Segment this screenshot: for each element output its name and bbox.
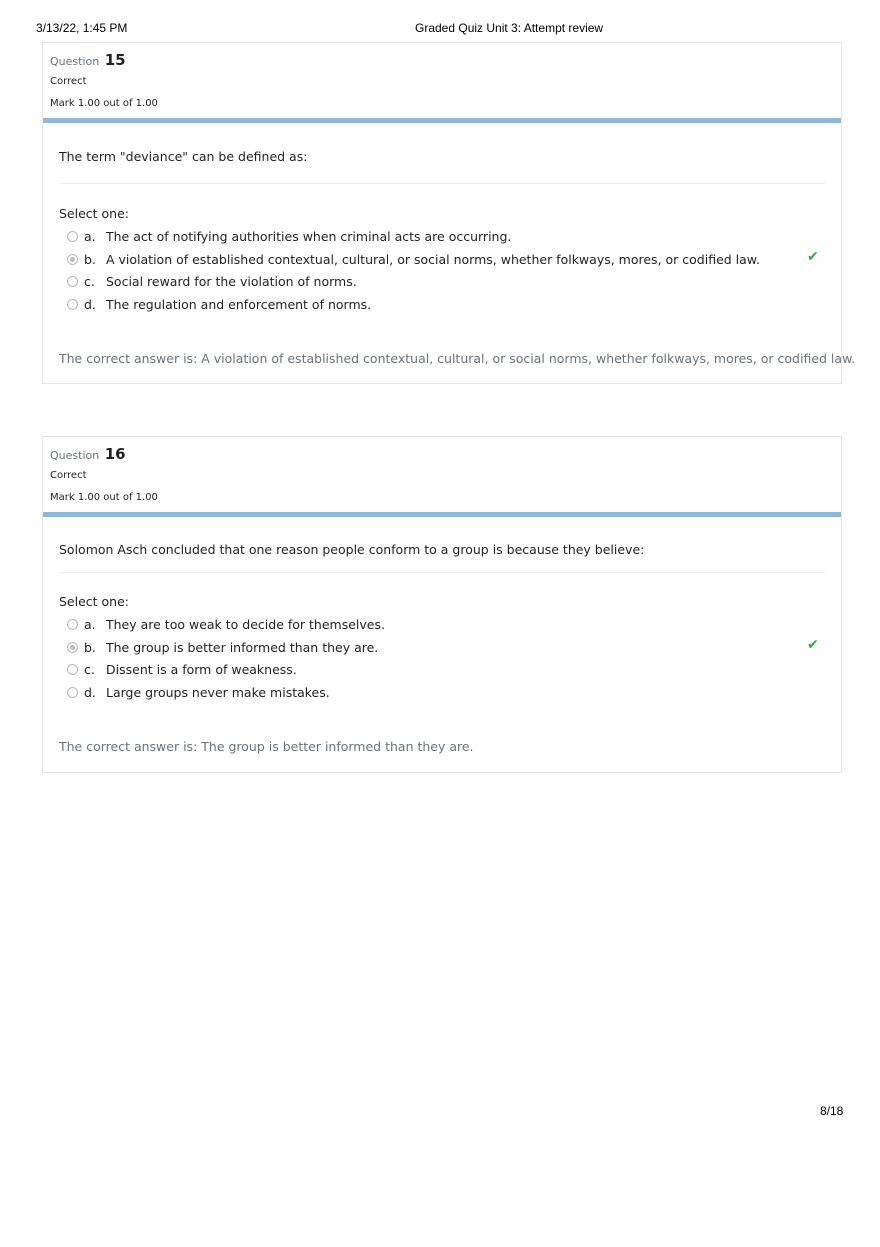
option-letter: c.	[84, 662, 95, 677]
question-info	[43, 437, 841, 517]
option-text: A violation of established contextual, cultural, or social norms, whether folkways, mores, or codified law.	[106, 252, 760, 267]
answer-option-c[interactable]	[65, 662, 825, 680]
radio-button[interactable]	[67, 619, 78, 630]
option-letter: c.	[84, 274, 95, 289]
select-one-prompt: Select one:	[59, 594, 130, 609]
question-text: Solomon Asch concluded that one reason people conform to a group is because they believe:	[59, 542, 645, 557]
option-letter: a.	[84, 229, 96, 244]
print-header	[0, 21, 880, 37]
radio-button-selected[interactable]	[67, 254, 78, 265]
question-text: The term "deviance" can be defined as:	[59, 149, 308, 164]
question-state: Correct	[50, 76, 87, 87]
option-letter: d.	[84, 685, 96, 700]
question-16	[42, 436, 842, 773]
option-letter: b.	[84, 252, 96, 267]
question-state: Correct	[50, 470, 87, 481]
answer-option-b[interactable]	[65, 637, 825, 658]
radio-button[interactable]	[67, 687, 78, 698]
select-one-prompt: Select one:	[59, 206, 130, 221]
answer-option-d[interactable]	[65, 685, 825, 703]
option-text: They are too weak to decide for themselves.	[106, 617, 385, 632]
option-letter: d.	[84, 297, 96, 312]
divider	[59, 572, 825, 573]
option-text: The group is better informed than they are.	[106, 640, 379, 655]
option-text: Large groups never make mistakes.	[106, 685, 330, 700]
radio-button[interactable]	[67, 664, 78, 675]
option-letter: b.	[84, 640, 96, 655]
correct-answer-feedback: The correct answer is: The group is better informed than they are.	[59, 739, 474, 754]
divider	[59, 183, 825, 184]
question-number: 15	[104, 51, 126, 69]
page-number: 8/18	[820, 1104, 844, 1118]
question-info	[43, 43, 841, 123]
option-text: The regulation and enforcement of norms.	[106, 297, 372, 312]
question-label: Question 16	[50, 445, 126, 463]
answer-option-a[interactable]	[65, 617, 825, 635]
correct-answer-feedback: The correct answer is: A violation of established contextual, cultural, or social norms, whether folkways, mores, or codified law.	[59, 351, 856, 366]
answer-option-b[interactable]	[65, 249, 825, 270]
answer-option-c[interactable]	[65, 274, 825, 292]
question-grade: Mark 1.00 out of 1.00	[50, 98, 158, 109]
radio-button[interactable]	[67, 299, 78, 310]
radio-button-selected[interactable]	[67, 642, 78, 653]
radio-button[interactable]	[67, 231, 78, 242]
option-letter: a.	[84, 617, 96, 632]
option-text: Dissent is a form of weakness.	[106, 662, 297, 677]
question-grade: Mark 1.00 out of 1.00	[50, 492, 158, 503]
correct-check-icon: ✔	[807, 637, 819, 653]
question-15	[42, 42, 856, 384]
print-datetime: 3/13/22, 1:45 PM	[36, 21, 128, 35]
option-text: Social reward for the violation of norms.	[106, 274, 357, 289]
question-label: Question 15	[50, 51, 126, 69]
question-number: 16	[104, 445, 126, 463]
answer-option-a[interactable]	[65, 229, 825, 247]
answer-option-d[interactable]	[65, 297, 825, 315]
option-text: The act of notifying authorities when criminal acts are occurring.	[106, 229, 512, 244]
radio-button[interactable]	[67, 276, 78, 287]
print-title: Graded Quiz Unit 3: Attempt review	[415, 21, 604, 35]
correct-check-icon: ✔	[807, 249, 819, 265]
